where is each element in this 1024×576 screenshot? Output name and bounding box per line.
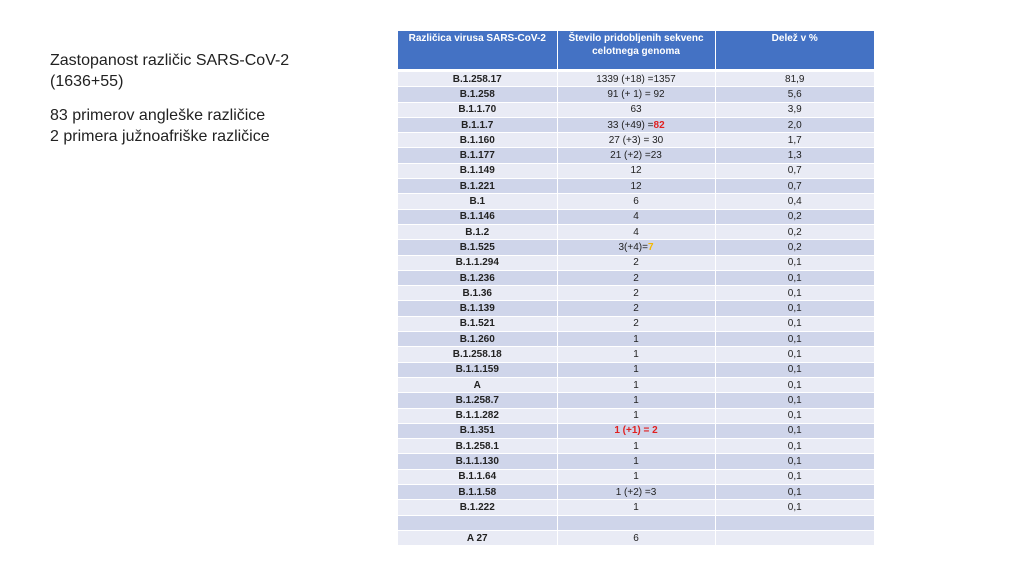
table-row xyxy=(398,148,874,163)
table-row xyxy=(398,423,874,438)
cell-variant: B.1.258.7 xyxy=(398,393,557,408)
table-row xyxy=(398,179,874,194)
variants-table xyxy=(398,31,874,545)
cell-share: 2,0 xyxy=(715,117,874,132)
count-highlight: 7 xyxy=(647,241,654,253)
cell-variant: B.1.222 xyxy=(398,500,557,515)
cell-variant: B.1.160 xyxy=(398,133,557,148)
cell-count xyxy=(557,117,715,132)
cell-variant: B.1.258.18 xyxy=(398,347,557,362)
table-row xyxy=(398,301,874,316)
cell-count: 2 xyxy=(557,255,715,270)
cell-count: 4 xyxy=(557,224,715,239)
cell-variant: B.1.1.130 xyxy=(398,454,557,469)
cell-count xyxy=(557,423,715,438)
cell-share: 0,1 xyxy=(715,485,874,500)
title-line-2: (1636+55) xyxy=(50,73,124,90)
cell-variant: B.1.525 xyxy=(398,240,557,255)
cell-share: 0,1 xyxy=(715,408,874,423)
table-row xyxy=(398,515,874,530)
cell-variant: B.1 xyxy=(398,194,557,209)
table-row xyxy=(398,347,874,362)
table-row xyxy=(398,362,874,377)
cell-share: 0,2 xyxy=(715,209,874,224)
cell-count: 1 xyxy=(557,454,715,469)
cell-share: 0,2 xyxy=(715,224,874,239)
cell-variant: B.1.1.294 xyxy=(398,255,557,270)
cell-share: 0,1 xyxy=(715,301,874,316)
cell-share: 0,4 xyxy=(715,194,874,209)
cell-share: 0,1 xyxy=(715,362,874,377)
cell-share: 0,1 xyxy=(715,469,874,484)
header-share: Delež v % xyxy=(715,31,874,71)
cell-variant: B.1.1.70 xyxy=(398,102,557,117)
table-row xyxy=(398,393,874,408)
cell-share: 1,7 xyxy=(715,133,874,148)
cell-count: 63 xyxy=(557,102,715,117)
cell-count: 1 xyxy=(557,500,715,515)
table-row xyxy=(398,316,874,331)
table-row xyxy=(398,454,874,469)
cell-share: 1,3 xyxy=(715,148,874,163)
table-row xyxy=(398,240,874,255)
cell-count: 1 xyxy=(557,408,715,423)
cell-count: 1339 (+18) =1357 xyxy=(557,71,715,87)
cell-variant: B.1.221 xyxy=(398,179,557,194)
cell-count xyxy=(557,515,715,530)
cell-count: 27 (+3) = 30 xyxy=(557,133,715,148)
cell-variant: B.1.1.64 xyxy=(398,469,557,484)
cell-count: 12 xyxy=(557,179,715,194)
table-row xyxy=(398,163,874,178)
cell-count: 1 (+2) =3 xyxy=(557,485,715,500)
cell-share: 0,1 xyxy=(715,347,874,362)
cell-count: 12 xyxy=(557,163,715,178)
cell-share: 0,1 xyxy=(715,255,874,270)
cell-count xyxy=(557,240,715,255)
cell-variant: A xyxy=(398,377,557,392)
cell-share: 0,1 xyxy=(715,439,874,454)
cell-variant: B.1.258.17 xyxy=(398,71,557,87)
table-row xyxy=(398,194,874,209)
cell-share: 0,7 xyxy=(715,179,874,194)
cell-count: 2 xyxy=(557,286,715,301)
cell-count: 2 xyxy=(557,316,715,331)
cell-variant: B.1.177 xyxy=(398,148,557,163)
table-row xyxy=(398,255,874,270)
table-row xyxy=(398,270,874,285)
cell-variant: B.1.1.7 xyxy=(398,117,557,132)
cell-share: 0,1 xyxy=(715,286,874,301)
cell-share: 0,1 xyxy=(715,393,874,408)
cell-variant: B.1.258.1 xyxy=(398,439,557,454)
table-row xyxy=(398,71,874,87)
cell-variant: B.1.2 xyxy=(398,224,557,239)
cell-count: 1 xyxy=(557,393,715,408)
table-body xyxy=(398,71,874,546)
cell-variant: B.1.149 xyxy=(398,163,557,178)
table-row xyxy=(398,439,874,454)
cell-share: 0,1 xyxy=(715,500,874,515)
table-row xyxy=(398,377,874,392)
cell-share xyxy=(715,515,874,530)
header-count: Število pridobljenih sekvenc celotnega genoma xyxy=(557,31,715,71)
cell-share: 0,1 xyxy=(715,270,874,285)
title-line-1: Zastopanost različic SARS-CoV-2 xyxy=(50,52,290,69)
cell-share: 0,1 xyxy=(715,316,874,331)
cell-share: 5,6 xyxy=(715,87,874,102)
cell-count: 91 (+ 1) = 92 xyxy=(557,87,715,102)
cell-variant: B.1.1.159 xyxy=(398,362,557,377)
note-line-2: 2 primera južnoafriške različice xyxy=(50,128,270,145)
cell-variant: B.1.139 xyxy=(398,301,557,316)
cell-share: 0,1 xyxy=(715,454,874,469)
cell-count: 1 xyxy=(557,377,715,392)
note-block xyxy=(50,105,370,147)
count-prefix: 33 (+49) = xyxy=(607,119,654,131)
cell-count: 21 (+2) =23 xyxy=(557,148,715,163)
cell-variant: A 27 xyxy=(398,530,557,545)
cell-count: 2 xyxy=(557,270,715,285)
cell-variant: B.1.521 xyxy=(398,316,557,331)
cell-count: 6 xyxy=(557,530,715,545)
cell-variant: B.1.258 xyxy=(398,87,557,102)
table-row xyxy=(398,224,874,239)
note-line-1: 83 primerov angleške različice xyxy=(50,107,266,124)
table-row xyxy=(398,286,874,301)
cell-share: 3,9 xyxy=(715,102,874,117)
table-header-row xyxy=(398,31,874,71)
cell-variant: B.1.260 xyxy=(398,332,557,347)
table-row xyxy=(398,332,874,347)
cell-count: 1 xyxy=(557,439,715,454)
cell-share xyxy=(715,530,874,545)
cell-share: 81,9 xyxy=(715,71,874,87)
cell-variant xyxy=(398,515,557,530)
cell-variant: B.1.36 xyxy=(398,286,557,301)
cell-share: 0,2 xyxy=(715,240,874,255)
cell-count: 1 xyxy=(557,469,715,484)
cell-count: 4 xyxy=(557,209,715,224)
cell-share: 0,1 xyxy=(715,423,874,438)
count-highlight: 82 xyxy=(653,119,665,131)
count-prefix: 3(+4)= xyxy=(618,241,648,253)
cell-count: 1 xyxy=(557,332,715,347)
table-row xyxy=(398,500,874,515)
cell-variant: B.1.236 xyxy=(398,270,557,285)
cell-count: 1 xyxy=(557,347,715,362)
table-row xyxy=(398,209,874,224)
cell-count: 1 xyxy=(557,362,715,377)
table-row xyxy=(398,408,874,423)
table-row xyxy=(398,87,874,102)
count-highlight: 1 (+1) = 2 xyxy=(614,425,658,437)
cell-variant: B.1.351 xyxy=(398,423,557,438)
table-row xyxy=(398,133,874,148)
table-row xyxy=(398,469,874,484)
cell-variant: B.1.1.282 xyxy=(398,408,557,423)
cell-variant: B.1.146 xyxy=(398,209,557,224)
table-row xyxy=(398,117,874,132)
cell-share: 0,7 xyxy=(715,163,874,178)
slide-text xyxy=(50,50,370,160)
cell-count: 2 xyxy=(557,301,715,316)
cell-variant: B.1.1.58 xyxy=(398,485,557,500)
cell-share: 0,1 xyxy=(715,377,874,392)
table-row xyxy=(398,530,874,545)
title-block xyxy=(50,50,370,92)
header-variant: Različica virusa SARS-CoV-2 xyxy=(398,31,557,71)
cell-count: 6 xyxy=(557,194,715,209)
table-row xyxy=(398,485,874,500)
cell-share: 0,1 xyxy=(715,332,874,347)
table-row xyxy=(398,102,874,117)
